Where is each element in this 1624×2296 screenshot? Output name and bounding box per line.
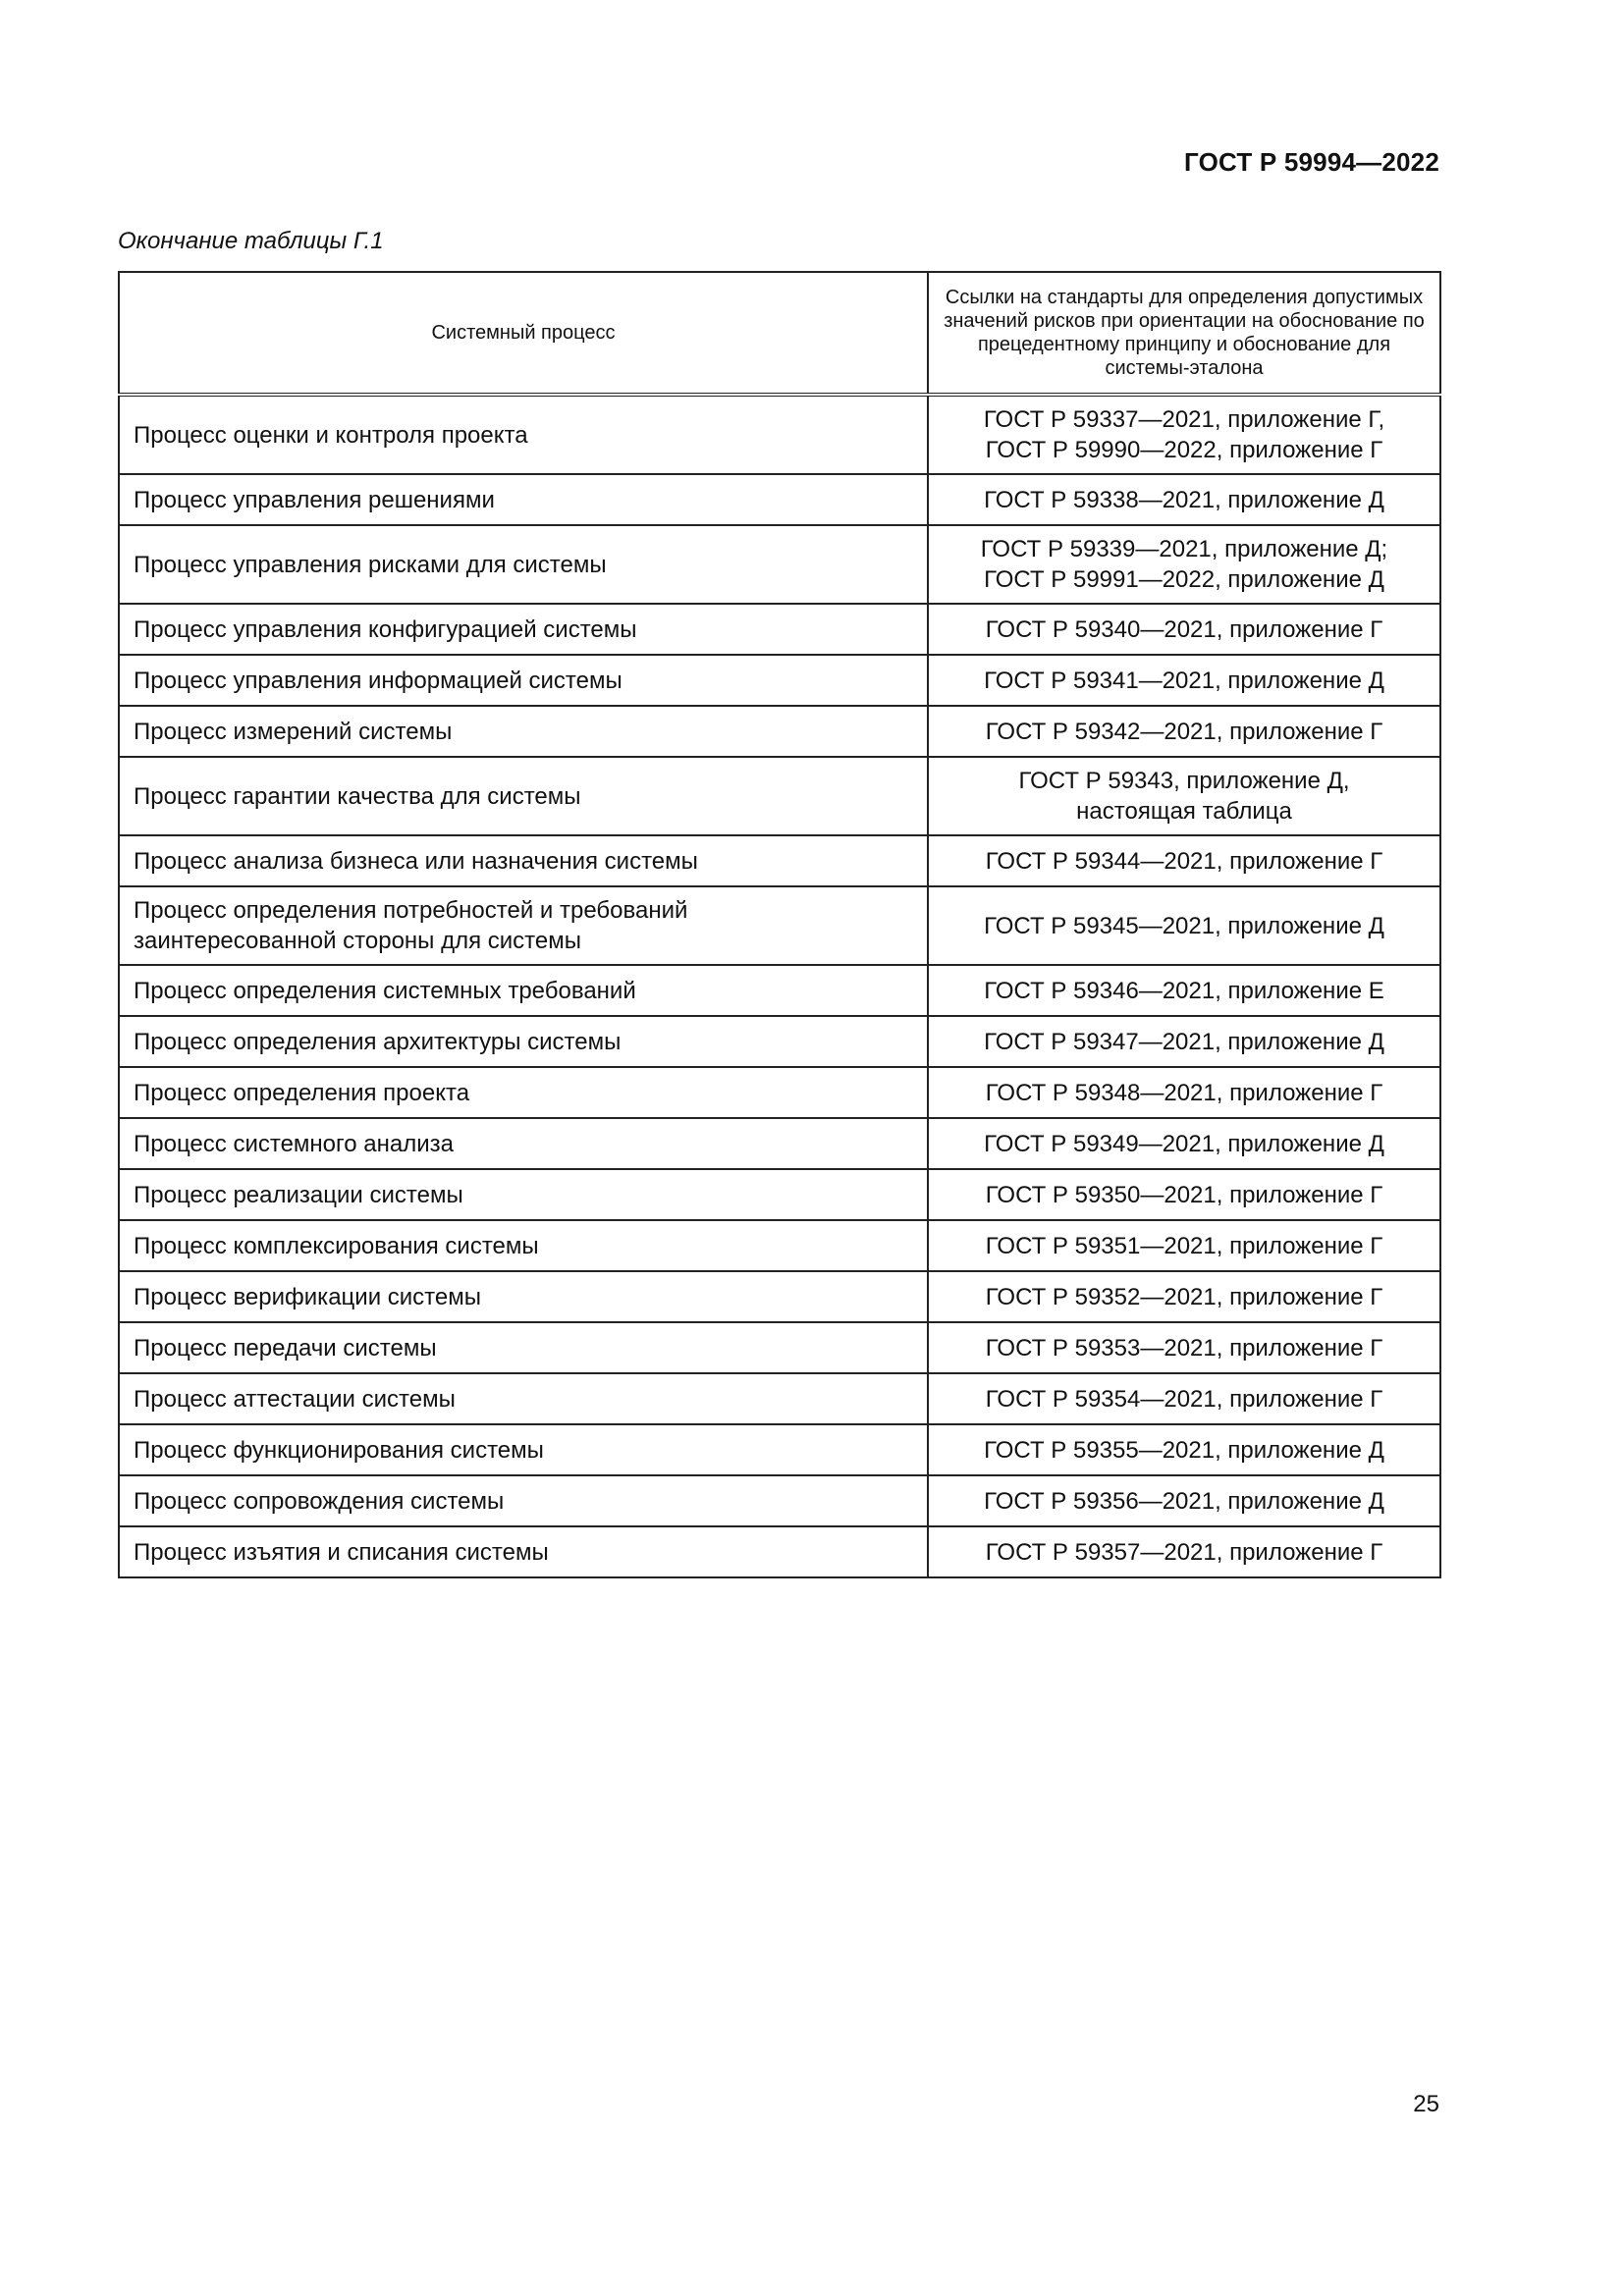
reference-cell: ГОСТ Р 59346—2021, приложение Е [928,965,1440,1016]
process-cell: Процесс гарантии качества для системы [119,757,928,835]
process-cell: Процесс аттестации системы [119,1373,928,1424]
reference-cell: ГОСТ Р 59351—2021, приложение Г [928,1220,1440,1271]
process-cell: Процесс управления информацией системы [119,655,928,706]
reference-cell: ГОСТ Р 59338—2021, приложение Д [928,474,1440,525]
process-cell: Процесс определения системных требований [119,965,928,1016]
process-cell: Процесс управления рисками для системы [119,525,928,604]
process-cell: Процесс определения архитектуры системы [119,1016,928,1067]
standards-table [118,271,1441,1578]
reference-cell: ГОСТ Р 59348—2021, приложение Г [928,1067,1440,1118]
table-row [119,1475,1440,1526]
process-line: заинтересованной стороны для системы [134,928,581,954]
table-row [119,1220,1440,1271]
header-references: Ссылки на стандарты для определения допустимых значений рисков при ориентации на обоснование по прецедентному принципу и обоснование для системы-эталона [928,272,1440,395]
table-row [119,525,1440,604]
process-cell: Процесс определения проекта [119,1067,928,1118]
process-cell [119,886,928,965]
reference-cell: ГОСТ Р 59352—2021, приложение Г [928,1271,1440,1322]
reference-cell: ГОСТ Р 59356—2021, приложение Д [928,1475,1440,1526]
reference-cell: ГОСТ Р 59350—2021, приложение Г [928,1169,1440,1220]
reference-line: ГОСТ Р 59991—2022, приложение Д [984,566,1384,593]
process-cell: Процесс анализа бизнеса или назначения системы [119,835,928,886]
header-process: Системный процесс [119,272,928,395]
reference-cell: ГОСТ Р 59355—2021, приложение Д [928,1424,1440,1475]
process-cell: Процесс изъятия и списания системы [119,1526,928,1577]
table-row [119,1424,1440,1475]
process-cell: Процесс измерений системы [119,706,928,757]
reference-cell: ГОСТ Р 59340—2021, приложение Г [928,604,1440,655]
table-row [119,1271,1440,1322]
process-cell: Процесс функционирования системы [119,1424,928,1475]
process-cell: Процесс управления решениями [119,474,928,525]
process-cell: Процесс реализации системы [119,1169,928,1220]
reference-cell: ГОСТ Р 59357—2021, приложение Г [928,1526,1440,1577]
reference-cell: ГОСТ Р 59353—2021, приложение Г [928,1322,1440,1373]
reference-cell: ГОСТ Р 59345—2021, приложение Д [928,886,1440,965]
reference-cell [928,757,1440,835]
reference-cell: ГОСТ Р 59347—2021, приложение Д [928,1016,1440,1067]
reference-cell: ГОСТ Р 59342—2021, приложение Г [928,706,1440,757]
reference-cell: ГОСТ Р 59341—2021, приложение Д [928,655,1440,706]
table-row [119,1118,1440,1169]
process-cell: Процесс системного анализа [119,1118,928,1169]
reference-cell: ГОСТ Р 59349—2021, приложение Д [928,1118,1440,1169]
reference-cell: ГОСТ Р 59354—2021, приложение Г [928,1373,1440,1424]
process-cell: Процесс передачи системы [119,1322,928,1373]
table-row [119,1322,1440,1373]
table-row [119,395,1440,474]
process-cell: Процесс оценки и контроля проекта [119,395,928,474]
document-standard-id: ГОСТ Р 59994—2022 [1184,147,1439,177]
reference-cell [928,395,1440,474]
table-row [119,965,1440,1016]
reference-cell: ГОСТ Р 59344—2021, приложение Г [928,835,1440,886]
table-row [119,1526,1440,1577]
table-row [119,886,1440,965]
table-caption: Окончание таблицы Г.1 [118,228,384,254]
process-cell: Процесс сопровождения системы [119,1475,928,1526]
reference-line: ГОСТ Р 59343, приложение Д, [1018,768,1350,794]
table-row [119,1373,1440,1424]
table-header-row [119,272,1440,395]
process-cell: Процесс комплексирования системы [119,1220,928,1271]
table-row [119,1067,1440,1118]
table-row [119,757,1440,835]
process-cell: Процесс управления конфигурацией системы [119,604,928,655]
reference-line: ГОСТ Р 59990—2022, приложение Г [985,437,1383,463]
reference-line: ГОСТ Р 59337—2021, приложение Г, [983,406,1385,433]
reference-line: ГОСТ Р 59339—2021, приложение Д; [980,536,1388,562]
reference-line: настоящая таблица [1076,798,1292,825]
page-number: 25 [1413,2091,1439,2117]
table-row [119,474,1440,525]
table-row [119,1169,1440,1220]
table-row [119,1016,1440,1067]
table-row [119,604,1440,655]
table-row [119,655,1440,706]
table-row [119,706,1440,757]
table-row [119,835,1440,886]
reference-cell [928,525,1440,604]
process-cell: Процесс верификации системы [119,1271,928,1322]
process-line: Процесс определения потребностей и требований [134,897,688,924]
